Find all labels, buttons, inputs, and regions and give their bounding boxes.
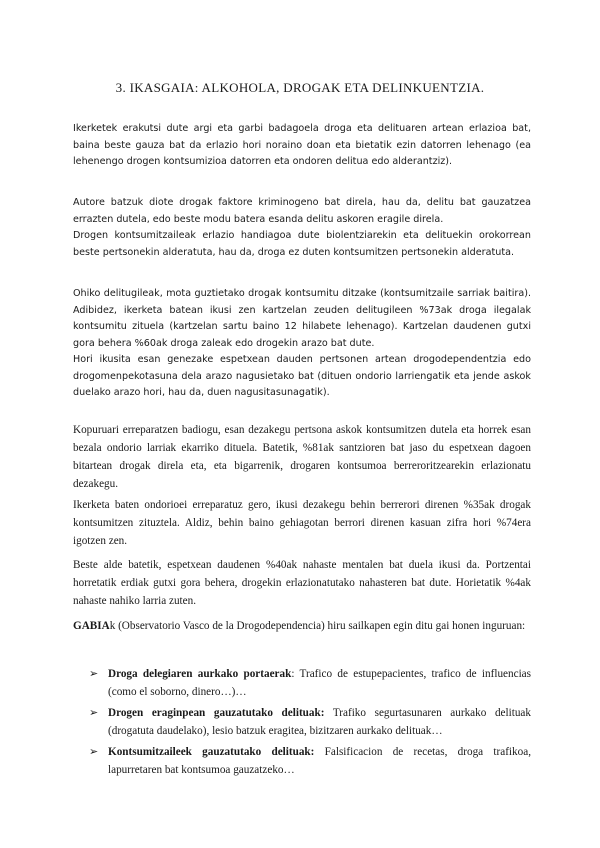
classification-list xyxy=(89,665,531,782)
paragraph-gabia xyxy=(73,617,531,635)
list-item xyxy=(89,665,531,701)
gabia-text: k (Observatorio Vasco de la Drogodependencia) hiru sailkapen egin ditu gai honen inguruan: xyxy=(109,620,526,632)
list-item xyxy=(89,743,531,779)
paragraph-prison: Hori ikusita esan genezake espetxean dauden pertsonen artean drogodependentzia edo drogomenpekotasuna dela arazo nagusietako bat (dituen ondorio larriengatik eta jende askok duelako arazo hori, hau da, duen nagusitasunagatik). xyxy=(73,354,531,399)
list-item-heading: Kontsumitzaileek gauzatutako delituak: xyxy=(108,746,315,758)
paragraph-intro: Ikerketek erakutsi dute argi eta garbi badagoela droga eta delituaren artean erlazioa bat, baina beste gauza bat da erlazio hori noraino doan eta bietatik ezin datorren lehenago (ea lehenengo drogen kontsumizioa datorren eta ondoren delitua edo alderantziz). xyxy=(73,123,531,168)
paragraph-authors: Autore batzuk diote drogak faktore kriminogeno bat direla, hau da, delitu bat gauzatzea errazten dutela, edo beste modu batera esanda delitu askoren eragile direla. xyxy=(73,197,531,225)
page-title: 3. IKASGAIA: ALKOHOLA, DROGAK ETA DELINKUENTZIA. xyxy=(115,80,485,95)
list-item-text: Falsificacion de recetas, droga trafikoa, lapurretaren bat kontsumoa gauzatzeko… xyxy=(108,746,531,776)
list-item-heading: Droga delegiaren aurkako portaerak xyxy=(108,668,292,680)
arrow-bullet-icon: ➢ xyxy=(89,667,99,680)
gabia-acronym: GABIA xyxy=(73,620,110,632)
list-item-text: Trafiko segurtasunaren aurkako delituak (drogatuta daudelako), lesio batzuk eragitea, bizitzaren aurkako delituak… xyxy=(108,707,531,737)
paragraph-research: Ikerketa baten ondorioei erreparatuz gero, ikusi dezakegu behin berrerori direnen %35ak drogak kontsumitzen zituztela. Aldiz, behin baino gehiagotan berrori direnen kasuan zifra hori %74era igotzen zen. xyxy=(73,499,531,547)
paragraph-consumers: Drogen kontsumitzaileak erlazio handiagoa dute biolentziarekin eta delituekin orokorrean beste pertsonekin alderatuta, hau da, droga ez duten kontsumitzen pertsonekin alderatuta. xyxy=(73,230,531,258)
paragraph-offenders: Ohiko delitugileak, mota guztietako drogak kontsumitu ditzake (kontsumitzaile sarriak baitira). Adibidez, ikerketa batean ikusi zen kartzelan zeuden delitugileen %73ak droga ilegalak kontsumitu zituela (kartzelan sartu baino 12 hilabete lehenago). Kartzelan daudenen gutxi gora behera %60ak droga zaleak edo drogekin arazo bat dute. xyxy=(73,288,531,349)
arrow-bullet-icon: ➢ xyxy=(89,745,99,758)
arrow-bullet-icon: ➢ xyxy=(89,706,99,719)
list-item-heading: Drogen eraginpean gauzatutako delituak: xyxy=(108,707,325,719)
paragraph-mental: Beste alde batetik, espetxean daudenen %40ak nahaste mentalen bat duela ikusi da. Portzentai horretatik erdiak gutxi gora behera, drogekin erlazionatutako nahasteren bat dute. Horietatik %4ak nahaste nahiko larria zuten. xyxy=(73,559,531,607)
list-item-text: : Trafico de estupepacientes, trafico de influencias (como el soborno, dinero…)… xyxy=(108,668,531,698)
paragraph-figures: Kopuruari erreparatzen badiogu, esan dezakegu pertsona askok kontsumitzen dutela eta horrek esan bezala ondorio larriak ekarriko dituela. Batetik, %81ak santzioren bat jaso du espetxean dagoen bitartean drogak direla eta, eta bigarrenik, drogaren kontsumoa berreroritzearekin erlazionatu dezakegu. xyxy=(73,424,531,490)
list-item xyxy=(89,704,531,740)
